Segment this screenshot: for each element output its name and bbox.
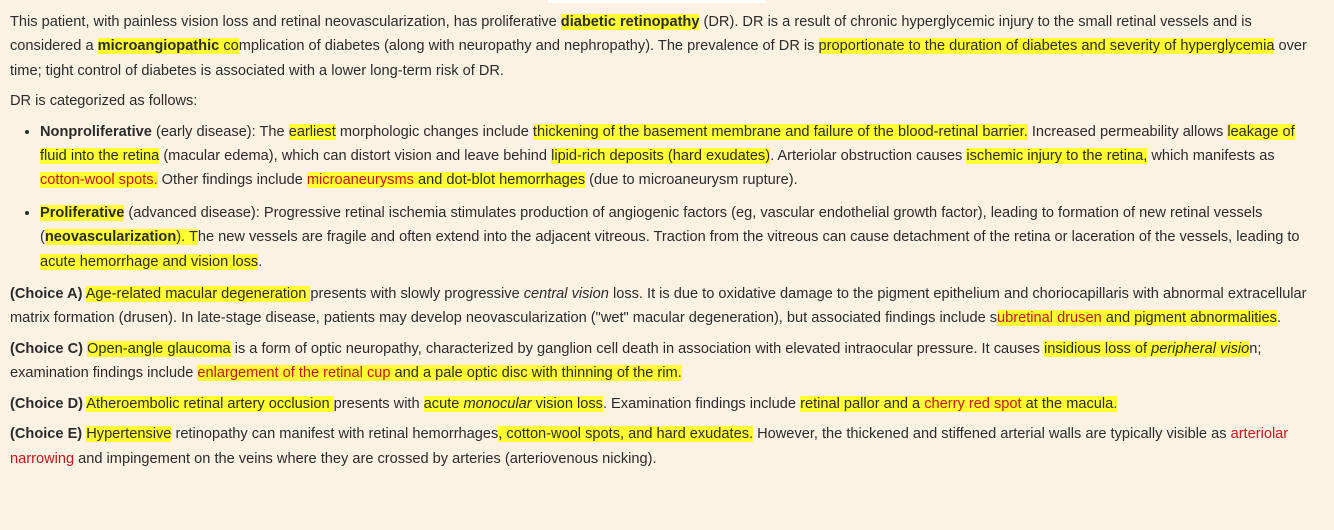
text-run: n; examination findings include — [10, 340, 1262, 382]
highlighted-text: Atheroembolic retinal artery occlusion — [86, 395, 334, 412]
highlighted-text: acute — [423, 395, 464, 412]
text-run: . Examination findings include — [602, 395, 801, 412]
highlighted-text: ubretinal drusen — [997, 310, 1102, 327]
text-run: (macular edema), which can distort vision and leave behind — [159, 148, 552, 165]
highlighted-text: at the macula. — [1021, 395, 1118, 412]
highlighted-text: and dot-blot hemorrhages — [413, 172, 586, 189]
highlighted-text: microaneurysms — [306, 172, 414, 189]
text-run: (due to microaneurysm rupture). — [585, 172, 798, 189]
text-run: presents with — [333, 395, 424, 412]
text-run: Other findings include — [157, 172, 307, 189]
text-run: This patient, with painless vision loss and retinal neovascularization, has proliferative — [10, 14, 561, 30]
text-run: morphologic changes include — [335, 123, 533, 140]
highlighted-text: vision loss — [531, 395, 603, 412]
text-run: (Choice D) — [10, 395, 83, 412]
highlighted-text: and a pale optic disc with thinning of the rim. — [390, 365, 682, 382]
text-run: retinopathy can manifest with retinal hemorrhages — [171, 426, 499, 443]
text-run: (early disease): The — [151, 123, 289, 140]
highlighted-text: and pigment abnormalities — [1101, 310, 1277, 327]
highlighted-text: cherry red spot — [924, 395, 1022, 412]
choice-e-paragraph — [10, 422, 1314, 471]
highlighted-text: retinal pallor and a — [800, 395, 925, 412]
highlighted-text: peripheral visio — [1151, 340, 1250, 357]
text-run: he new vessels are fragile and often extend into the adjacent vitreous. Traction from the vitreous can cause detachment of the retina or laceration of the vessels, leading to — [197, 229, 1300, 246]
highlighted-text: co — [223, 38, 239, 55]
text-run: over time; tight control of diabetes is associated with a lower long-term risk of DR. — [10, 38, 1307, 79]
highlighted-text: Proliferative — [40, 204, 125, 221]
text-run: Increased permeability allows — [1027, 123, 1228, 140]
highlighted-text: earliest — [288, 123, 336, 140]
highlighted-text: monocular — [463, 395, 532, 412]
text-run: central vision — [523, 286, 609, 303]
highlighted-text: insidious loss of — [1044, 340, 1152, 357]
text-run: (DR). DR is a result of chronic hyperglycemic injury to the small retinal vessels and is considered a — [10, 14, 1252, 55]
text-run: . — [1276, 310, 1282, 327]
text-run: However, the thickened and stiffened arterial walls are typically visible as — [753, 426, 1231, 443]
highlighted-text: Hypertensive — [86, 426, 172, 443]
text-run: which manifests as — [1147, 148, 1275, 165]
highlighted-text: leakage of fluid into the retina — [40, 123, 1295, 165]
text-run: (Choice A) — [10, 286, 83, 303]
highlighted-text: lipid-rich deposits (hard exudates) — [551, 148, 771, 165]
text-run: (advanced disease): Progressive retinal ischemia stimulates production of angiogenic factors (eg, vascular endothelial growth factor), leading to formation of new retinal vessels ( — [40, 204, 1263, 246]
text-run: (Choice E) — [10, 426, 83, 443]
highlighted-text: enlargement of the retinal cup — [197, 365, 391, 382]
top-tab-strip — [548, 0, 766, 3]
highlighted-text: neovascularization — [44, 229, 177, 246]
highlighted-text: Open-angle glaucoma — [87, 340, 231, 357]
list-item-proliferative — [40, 201, 1314, 274]
text-run: loss. It is due to oxidative damage to the pigment epithelium and choriocapillaris with abnormal extracellular matrix formation (drusen). In late-stage disease, patients may develop neovascularization ("wet" macular degeneration), but associated findings include s — [10, 286, 1307, 327]
highlighted-text: proportionate to the duration of diabetes and severity of hyperglycemia — [818, 38, 1275, 55]
text-run: is a form of optic neuropathy, characterized by ganglion cell death in association with elevated intraocular pressure. It causes — [230, 340, 1045, 357]
highlighted-text: , cotton-wool spots, and hard exudates. — [498, 426, 754, 443]
highlighted-text: ischemic injury to the retina, — [966, 148, 1148, 165]
categorization-heading: DR is categorized as follows: — [10, 93, 198, 110]
choice-d-paragraph — [10, 392, 1314, 416]
highlighted-text: cotton-wool spots. — [40, 172, 158, 189]
highlighted-text: diabetic retinopathy — [560, 14, 700, 30]
text-run: Nonproliferative — [40, 123, 152, 140]
highlighted-text: Age-related macular degeneration — [85, 286, 311, 303]
list-item-nonproliferative — [40, 120, 1314, 193]
highlighted-text: acute hemorrhage and vision loss — [40, 253, 259, 270]
highlighted-text: ). T — [176, 229, 198, 246]
choice-c-paragraph — [10, 337, 1314, 386]
text-run: and impingement on the veins where they are crossed by arteries (arteriovenous nicking). — [74, 450, 657, 467]
text-run: . Arteriolar obstruction causes — [770, 148, 967, 165]
highlighted-text: microangiopathic — [97, 38, 224, 55]
intro-paragraph — [10, 10, 1314, 83]
text-run: arteriolar narrowing — [10, 426, 1289, 467]
dr-category-list — [10, 120, 1314, 274]
text-run: presents with slowly progressive — [310, 286, 524, 303]
text-run: mplication of diabetes (along with neuropathy and nephropathy). The prevalence of DR is — [238, 38, 819, 55]
text-run: . — [258, 253, 263, 270]
choice-a-paragraph — [10, 282, 1314, 331]
text-run: (Choice C) — [10, 340, 83, 357]
highlighted-text: thickening of the basement membrane and failure of the blood-retinal barrier. — [532, 123, 1028, 140]
